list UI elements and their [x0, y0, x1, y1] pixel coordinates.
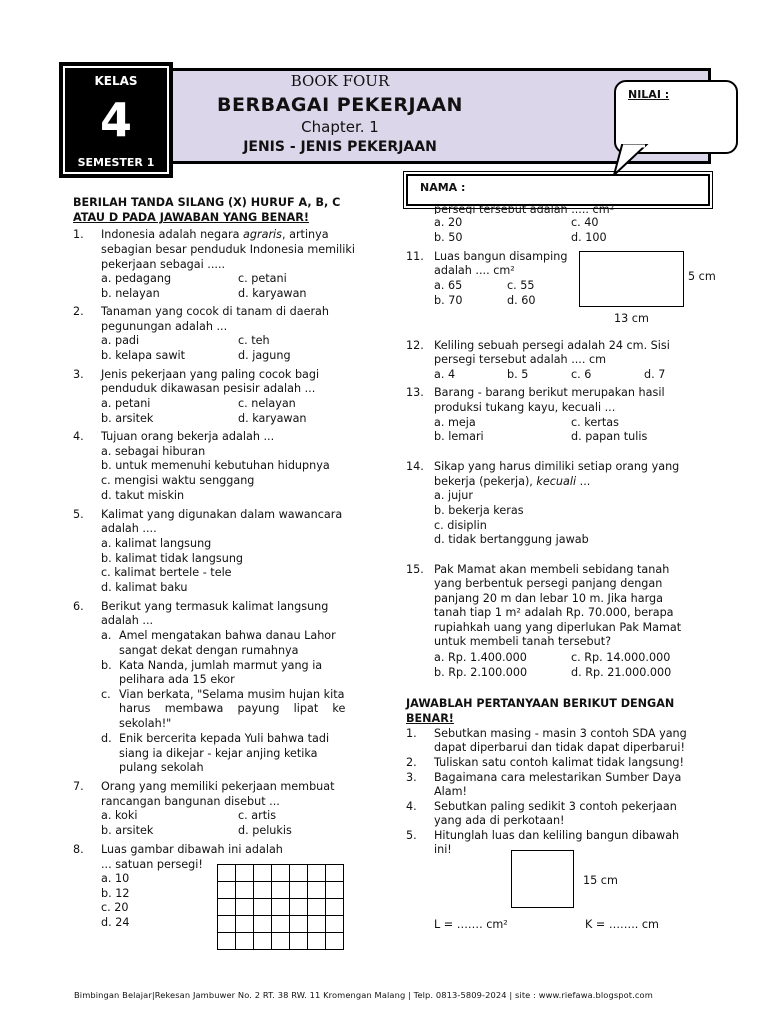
question-number: 15.	[406, 563, 424, 576]
essay-question: dapat diperbarui dan tidak dapat diperbarui!	[434, 741, 685, 754]
question-text: rancangan bangunan disebut ...	[101, 795, 280, 808]
option-d[interactable]: d. 100	[571, 231, 607, 244]
question-text: tanah tiap 1 m² adalah Rp. 70.000, berapa	[434, 606, 674, 619]
option-b[interactable]: b. Rp. 2.100.000	[434, 666, 528, 679]
book-label: BOOK FOUR	[290, 72, 390, 90]
question-text: yang berbentuk persegi panjang dengan	[434, 577, 663, 590]
option-c[interactable]: c. kertas	[571, 416, 619, 429]
option-a[interactable]: a. 10	[101, 872, 130, 885]
essay-number: 1.	[406, 727, 417, 740]
question-number: 14.	[406, 460, 424, 473]
rectangle-width-label: 13 cm	[614, 312, 649, 325]
instruction-line-1: BERILAH TANDA SILANG (X) HURUF A, B, C	[73, 196, 341, 209]
question-text: produksi tukang kayu, kecuali ...	[434, 401, 616, 414]
option-a-cont[interactable]: sangat dekat dengan rumahnya	[119, 644, 299, 657]
page-title: BERBAGAI PEKERJAAN	[217, 94, 463, 116]
option-c[interactable]: c. petani	[238, 272, 287, 285]
page-subtitle: JENIS - JENIS PEKERJAAN	[243, 139, 437, 155]
question-text: Keliling sebuah persegi adalah 24 cm. Sisi	[434, 339, 670, 352]
option-a[interactable]: a. petani	[101, 397, 151, 410]
option-c-cont[interactable]: sekolah!"	[119, 717, 172, 730]
essay-question: ini!	[434, 843, 452, 856]
option-c[interactable]: c. 55	[507, 279, 535, 292]
option-b[interactable]: b. 70	[434, 294, 463, 307]
footer-text: Bimbingan Belajar|Rekesan Jambuwer No. 2 RT. 38 RW. 11 Kromengan Malang | Telp. 0813-5809-2024 | site : www.riefawa.blogspot.com	[74, 990, 653, 1000]
perimeter-answer[interactable]: K = …….. cm	[585, 918, 659, 931]
semester-label: SEMESTER 1	[77, 156, 155, 169]
question-text: adalah ....	[101, 522, 157, 535]
option-d-cont[interactable]: siang ia dikejar - kejar anjing ketika	[119, 747, 318, 760]
class-number: 4	[99, 93, 132, 147]
option-c[interactable]: c. disiplin	[434, 519, 487, 532]
option-d[interactable]: d. kalimat baku	[101, 581, 188, 594]
question-text: Orang yang memiliki pekerjaan membuat	[101, 780, 335, 793]
option-d[interactable]: d. 60	[507, 294, 536, 307]
option-c[interactable]: c. artis	[238, 809, 277, 822]
option-a[interactable]: a. padi	[101, 334, 140, 347]
score-label: NILAI :	[628, 88, 670, 101]
option-d[interactable]: d. karyawan	[238, 287, 307, 300]
option-b[interactable]: b. 50	[434, 231, 463, 244]
question-number: 6.	[73, 600, 84, 613]
question-number: 4.	[73, 430, 84, 443]
option-a[interactable]: Amel mengatakan bahwa danau Lahor	[119, 629, 336, 642]
option-b[interactable]: b. untuk memenuhi kebutuhan hidupnya	[101, 459, 330, 472]
question-number: 8.	[73, 843, 84, 856]
option-a[interactable]: a. meja	[434, 416, 476, 429]
option-a[interactable]: a. 4	[434, 368, 456, 381]
option-c[interactable]: c. 6	[571, 368, 592, 381]
option-a[interactable]: a. jujur	[434, 489, 473, 502]
option-d-cont[interactable]: pulang sekolah	[119, 761, 204, 774]
question-text: untuk membeli tanah tersebut?	[434, 635, 612, 648]
question-text: rupiahkah uang yang diperlukan Pak Mamat	[434, 621, 682, 634]
option-b[interactable]: b. lemari	[434, 430, 484, 443]
question-text: Jenis pekerjaan yang paling cocok bagi	[101, 368, 320, 381]
chapter-label: Chapter. 1	[301, 118, 379, 136]
essay-instruction-2: BENAR!	[406, 712, 454, 725]
question-text: Tujuan orang bekerja adalah ...	[101, 430, 275, 443]
option-c[interactable]: c. mengisi waktu senggang	[101, 474, 255, 487]
essay-question: Alam!	[434, 785, 467, 798]
essay-number: 2.	[406, 756, 417, 769]
question-text: pekerjaan sebagai .....	[101, 258, 226, 271]
question-text: penduduk dikawasan pesisir adalah ...	[101, 382, 316, 395]
option-d[interactable]: d. Rp. 21.000.000	[571, 666, 672, 679]
question-text: Berikut yang termasuk kalimat langsung	[101, 600, 329, 613]
question-text: Barang - barang berikut merupakan hasil	[434, 386, 665, 399]
square-grid-figure	[217, 864, 344, 950]
option-d[interactable]: d. tidak bertanggung jawab	[434, 533, 589, 546]
option-b[interactable]: b. kalimat tidak langsung	[101, 552, 244, 565]
question-number: 5.	[73, 508, 84, 521]
essay-question: Sebutkan paling sedikit 3 contoh pekerjaan	[434, 800, 677, 813]
option-a[interactable]: a. koki	[101, 809, 138, 822]
question-text: pegunungan adalah ...	[101, 320, 228, 333]
option-d[interactable]: d. 24	[101, 916, 130, 929]
option-d[interactable]: Enik bercerita kepada Yuli bahwa tadi	[119, 732, 330, 745]
question-text: sebagian besar penduduk Indonesia memiliki	[101, 243, 355, 256]
option-b[interactable]: b. arsitek	[101, 412, 154, 425]
question-text: Luas bangun disamping	[434, 250, 568, 263]
option-c-cont[interactable]: harus membawa payung lipat ke	[119, 702, 346, 715]
option-b[interactable]: b. kelapa sawit	[101, 349, 185, 362]
essay-number: 4.	[406, 800, 417, 813]
question-text-part: ...	[576, 475, 591, 488]
option-c[interactable]: c. nelayan	[238, 397, 296, 410]
essay-question: Bagaimana cara melestarikan Sumber Daya	[434, 771, 682, 784]
option-d[interactable]: d. jagung	[238, 349, 291, 362]
square-side-label: 15 cm	[583, 874, 618, 887]
option-b[interactable]: b. 5	[507, 368, 529, 381]
area-answer[interactable]: L = ……. cm²	[434, 918, 508, 931]
essay-number: 5.	[406, 829, 417, 842]
option-c[interactable]: c. 40	[571, 216, 599, 229]
question-text-emphasis: kecuali	[536, 475, 577, 488]
option-c[interactable]: c. kalimat bertele - tele	[101, 566, 232, 579]
option-d-letter[interactable]: d.	[101, 732, 112, 745]
rectangle-figure	[579, 251, 684, 307]
question-text-partial: persegi tersebut adalah ..... cm²	[434, 203, 615, 214]
question-text: panjang 20 m dan lebar 10 m. Jika harga	[434, 592, 663, 605]
question-text: persegi tersebut adalah .... cm	[434, 353, 607, 366]
rectangle-height-label: 5 cm	[688, 270, 716, 283]
question-text	[434, 475, 590, 490]
question-text: Luas gambar dibawah ini adalah	[101, 843, 283, 856]
question-number: 13.	[406, 386, 424, 399]
question-text-part: bekerja (pekerja),	[434, 475, 537, 488]
question-text: adalah .... cm²	[434, 264, 515, 277]
question-number: 2.	[73, 305, 84, 318]
option-d[interactable]: d. karyawan	[238, 412, 307, 425]
option-d[interactable]: d. pelukis	[238, 824, 292, 837]
option-a[interactable]: a. sebagai hiburan	[101, 445, 206, 458]
question-text: Kalimat yang digunakan dalam wawancara	[101, 508, 343, 521]
essay-question: yang ada di perkotaan!	[434, 814, 565, 827]
question-number: 7.	[73, 780, 84, 793]
question-number: 3.	[73, 368, 84, 381]
option-b[interactable]: b. bekerja keras	[434, 504, 524, 517]
question-text: Pak Mamat akan membeli sebidang tanah	[434, 563, 670, 576]
question-number: 1.	[73, 228, 84, 241]
question-text: adalah ...	[101, 614, 154, 627]
question-text: Tanaman yang cocok di tanam di daerah	[101, 305, 329, 318]
name-label: NAMA :	[420, 181, 466, 194]
option-a[interactable]: a. kalimat langsung	[101, 537, 212, 550]
option-b-cont[interactable]: pelihara ada 15 ekor	[119, 673, 235, 686]
essay-question: Hitunglah luas dan keliling bangun dibawah	[434, 829, 680, 842]
option-d[interactable]: d. takut miskin	[101, 489, 185, 502]
option-b[interactable]: b. arsitek	[101, 824, 154, 837]
option-b[interactable]: Kata Nanda, jumlah marmut yang ia	[119, 659, 323, 672]
question-text: Sikap yang harus dimiliki setiap orang yang	[434, 460, 680, 473]
essay-question: Sebutkan masing - masin 3 contoh SDA yang	[434, 727, 687, 740]
option-b[interactable]: b. nelayan	[101, 287, 160, 300]
question-text: ... satuan persegi!	[101, 858, 203, 871]
option-b-letter[interactable]: b.	[101, 659, 112, 672]
speech-bubble-tail-icon	[612, 143, 652, 177]
essay-number: 3.	[406, 771, 417, 784]
question-number: 11.	[406, 250, 424, 263]
option-a-letter[interactable]: a.	[101, 629, 112, 642]
question-number: 12.	[406, 339, 424, 352]
instruction-line-2: ATAU D PADA JAWABAN YANG BENAR!	[73, 211, 309, 224]
option-c[interactable]: c. teh	[238, 334, 270, 347]
option-a[interactable]: a. Rp. 1.400.000	[434, 651, 527, 664]
option-a[interactable]: a. 20	[434, 216, 463, 229]
question-text: Indonesia adalah negara agraris, artinya	[101, 228, 329, 241]
option-a[interactable]: a. pedagang	[101, 272, 172, 285]
option-c[interactable]: c. 20	[101, 901, 129, 914]
essay-instruction-1: JAWABLAH PERTANYAAN BERIKUT DENGAN	[406, 697, 675, 710]
option-c[interactable]: c. Rp. 14.000.000	[571, 651, 671, 664]
class-badge	[59, 62, 173, 178]
essay-question: Tuliskan satu contoh kalimat tidak langsung!	[434, 756, 685, 769]
option-a[interactable]: a. 65	[434, 279, 463, 292]
option-d[interactable]: d. 7	[644, 368, 666, 381]
option-d[interactable]: d. papan tulis	[571, 430, 648, 443]
class-label: KELAS	[94, 74, 138, 88]
option-c-letter[interactable]: c.	[101, 688, 111, 701]
option-c[interactable]: Vian berkata, "Selama musim hujan kita	[119, 688, 345, 701]
option-b[interactable]: b. 12	[101, 887, 130, 900]
square-figure	[511, 850, 574, 908]
